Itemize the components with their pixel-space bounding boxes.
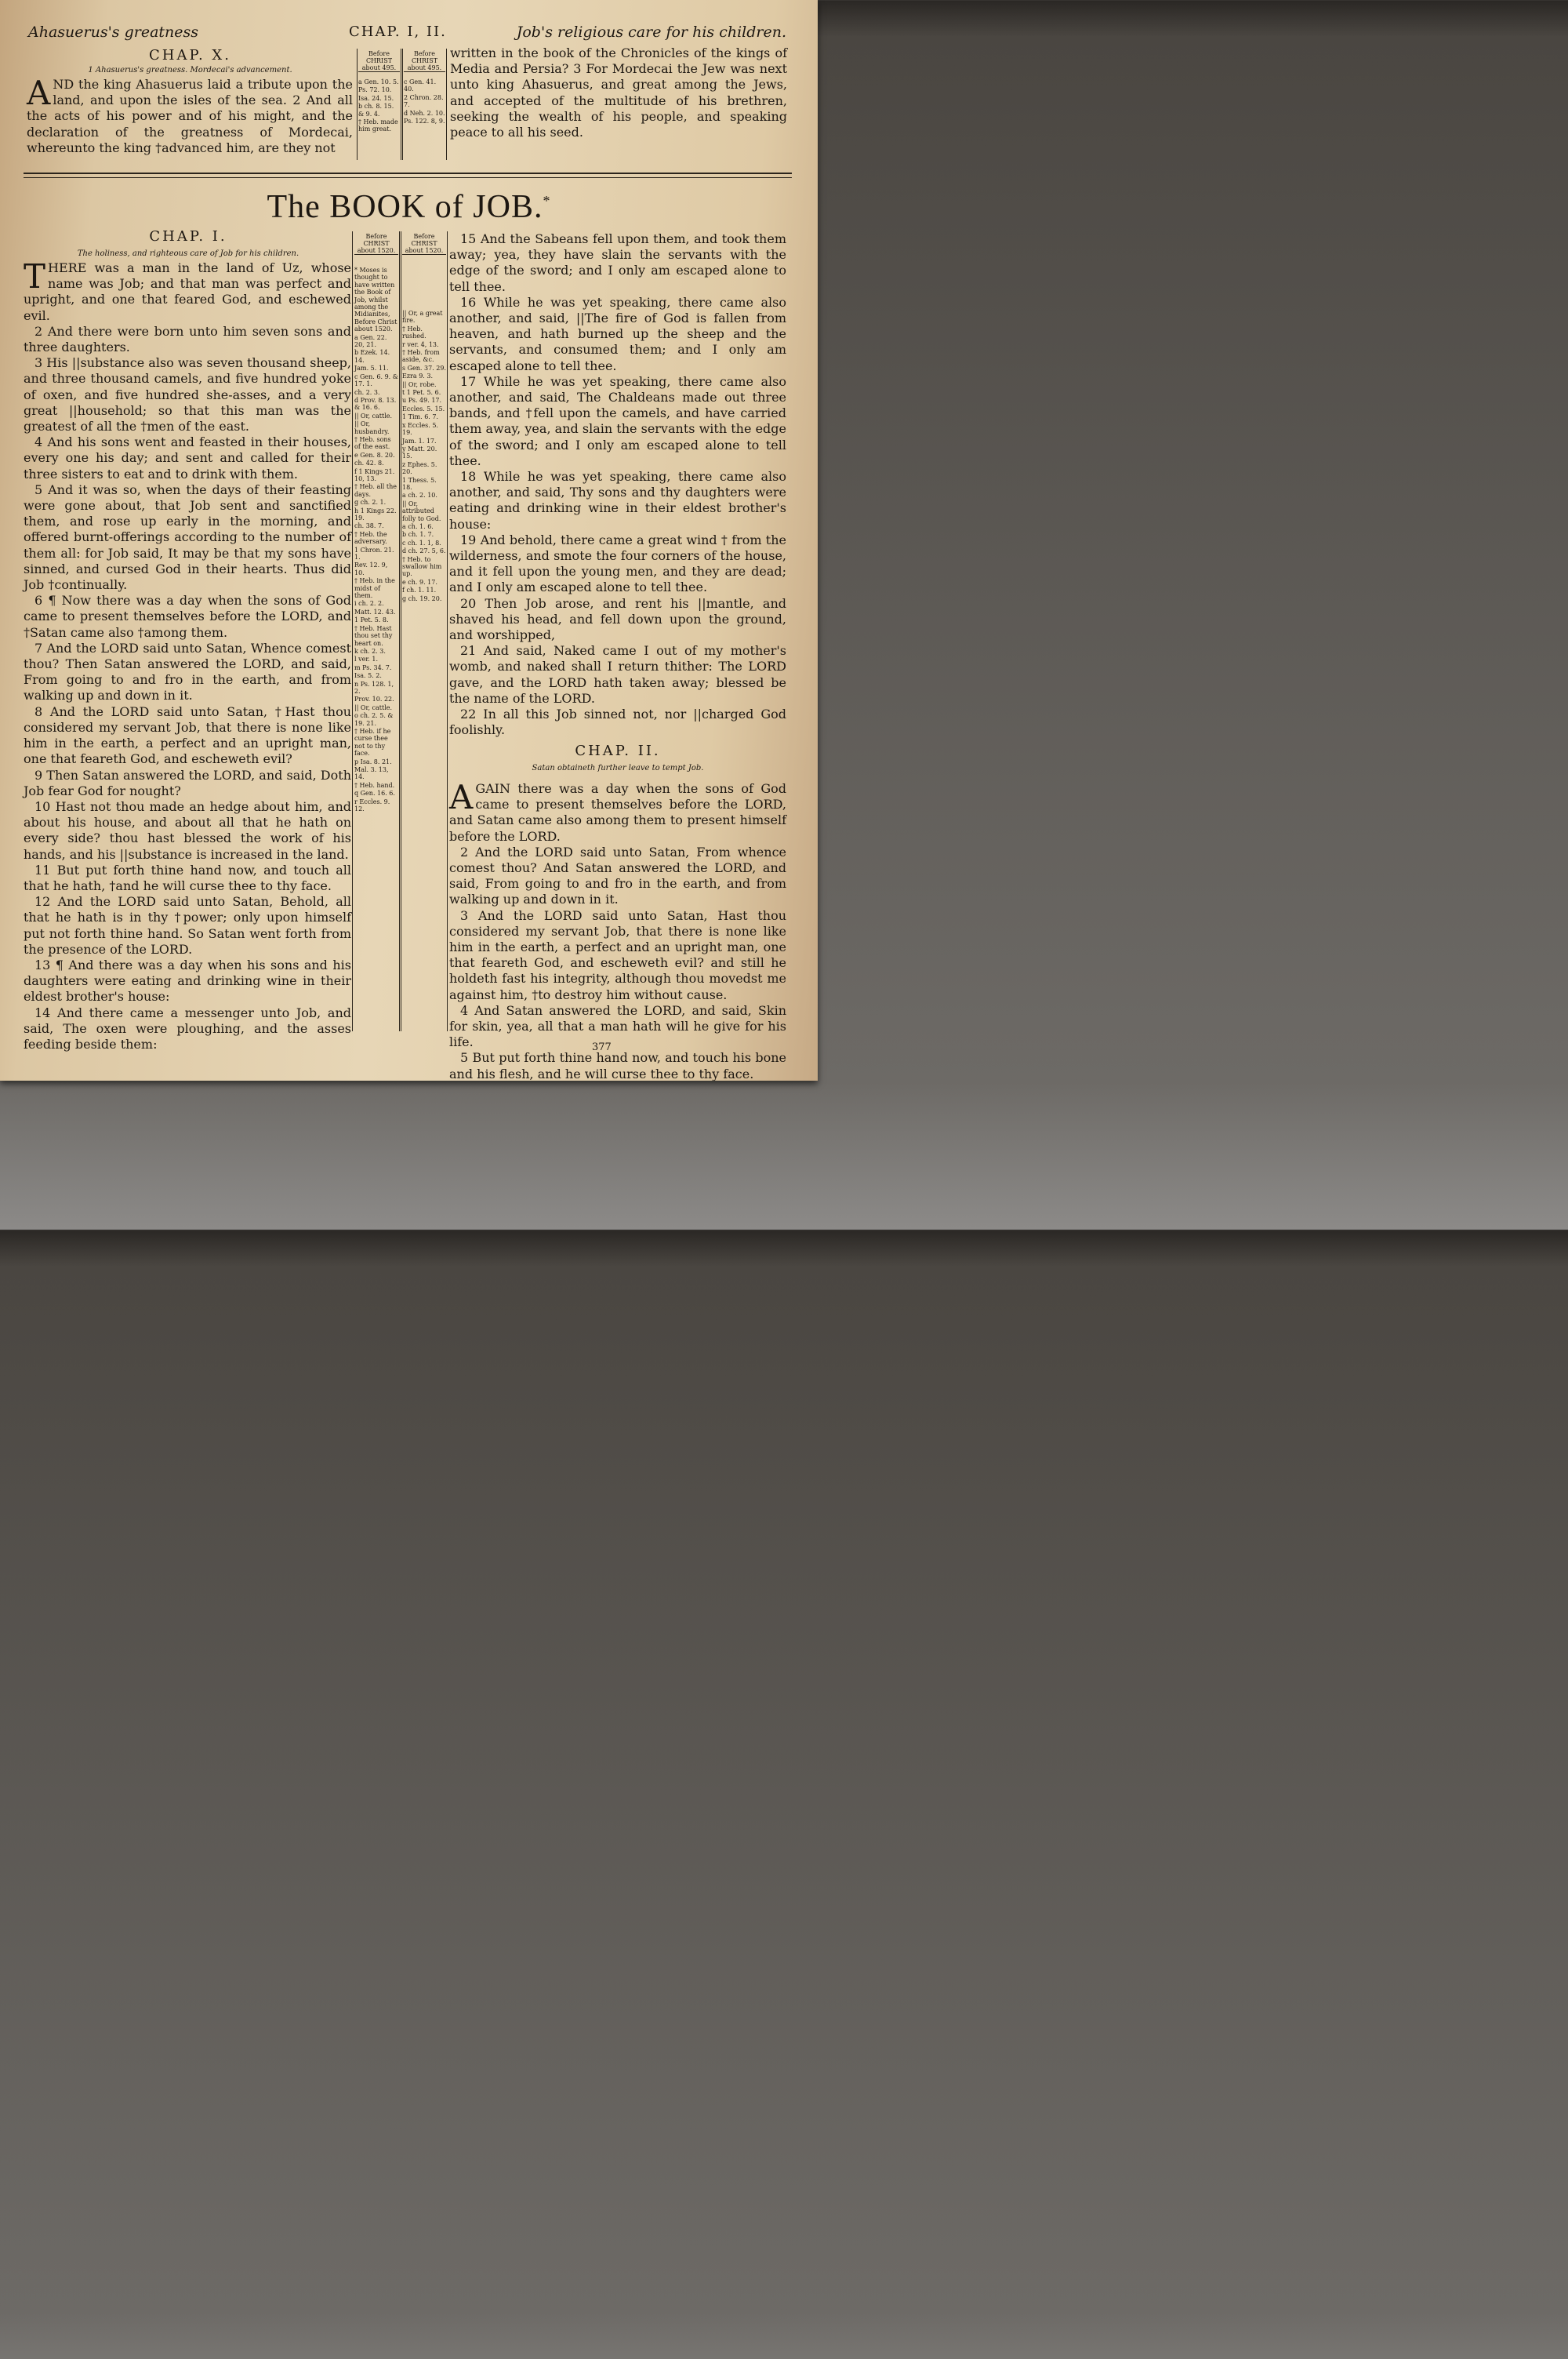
margin-note: 1 Thess. 5. 18. — [402, 476, 437, 491]
margin-note: 2 Chron. 28. 7. — [404, 93, 444, 109]
divider — [352, 231, 353, 1031]
job-chapter-2-summary: Satan obtaineth further leave to tempt Job. — [532, 763, 704, 772]
verse-text: 11 But put forth thine hand now, and touch all that he hath, †and he will curse thee to thy face. — [24, 862, 351, 893]
job-column-2 — [449, 231, 786, 1081]
margin-note: † Heb. rushed. — [402, 325, 426, 340]
divider — [402, 49, 403, 160]
verse-text: 15 And the Sabeans fell upon them, and took them away; yea, they have slain the servants with the edge of the sword; and I only am escaped alone to tell thee. — [449, 231, 786, 294]
margin-note: ch. 2. 3. — [354, 388, 380, 396]
esther-margin-notes-2 — [404, 78, 445, 125]
margin-note: r ver. 4, 13. — [402, 340, 439, 348]
job-chapter-2-heading: CHAP. II. — [575, 742, 661, 759]
verse — [24, 324, 351, 355]
esther-chapter-summary: 1 Ahasuerus's greatness. Mordecai's advancement. — [88, 66, 292, 75]
verse-text: 22 In all this Job sinned not, nor ||charged God foolishly. — [449, 707, 786, 738]
margin-note: n Ps. 128. 1, 2. — [354, 680, 394, 695]
dropcap: A — [449, 777, 474, 816]
verse-text: 8 And the LORD said unto Satan, †Hast thou considered my servant Job, that there is none like him in the earth, a perfect and an upright man, one that feareth God, and escheweth evil? — [24, 703, 351, 767]
margin-note: e Gen. 8. 20. — [354, 451, 395, 459]
verse-text: 5 And it was so, when the days of their feasting were gone about, that Job sent and sanctified them, and rose up early in the morning, and offered burnt-offerings according to the number of them all: for Job said, It may be that my sons have sinned, and cursed God in their hearts. Thus did Job †continually. — [24, 482, 351, 593]
esther-dropcap: A — [27, 74, 51, 112]
esther-margin-head-2: Before CHRIST about 495. — [404, 50, 445, 72]
section-rule — [24, 173, 792, 174]
verse — [449, 1003, 786, 1051]
margin-note: † Heb. Hast thou set thy heart on. — [354, 624, 393, 647]
margin-note: x Eccles. 5. 19. — [402, 421, 438, 437]
margin-note: c ch. 1. 1, 8. — [402, 539, 441, 547]
verse-text: 5 But put forth thine hand now, and touch his bone and his flesh, and he will curse thee to thy face. — [449, 1050, 786, 1081]
verse — [24, 593, 351, 641]
verse-text: 2 And the LORD said unto Satan, From whence comest thou? And Satan answered the LORD, and said, From going to and fro in the earth, and from walking up and down in it. — [449, 844, 786, 907]
margin-note: † Heb. sons of the east. — [354, 435, 391, 451]
bible-page — [0, 0, 818, 1081]
margin-note: Rev. 12. 9, 10. — [354, 562, 388, 576]
margin-note: r Eccles. 9. 12. — [354, 798, 390, 813]
verse-text: 4 And his sons went and feasted in their houses, every one his day; and sent and called for their three sisters to eat and to drink with them. — [24, 434, 351, 482]
margin-note: m Ps. 34. 7. — [354, 663, 392, 671]
verse — [24, 482, 351, 593]
margin-note: a ch. 1. 6. — [402, 522, 434, 530]
verse — [449, 1050, 786, 1081]
job-margin-head-1: Before CHRIST about 1520. — [354, 233, 398, 255]
verse-text: 20 Then Job arose, and rent his ||mantle, and shaved his head, and fell down upon the ground, and worshipped, — [449, 595, 786, 643]
margin-note: Jam. 5. 11. — [354, 365, 389, 373]
verse-text: 10 Hast not thou made an hedge about him, and about his house, and about all that he hath on every side? thou hast blessed the work of his hands, and his ||substance is increased in the land. — [24, 798, 351, 862]
margin-note: k ch. 2. 3. — [354, 647, 386, 655]
margin-note: a ch. 2. 10. — [402, 492, 437, 500]
verse — [24, 704, 351, 768]
verse — [449, 295, 786, 374]
job-margin-head-2: Before CHRIST about 1520. — [402, 233, 446, 255]
margin-note: d Neh. 2. 10. — [404, 109, 445, 117]
margin-note: a Gen. 22. 20, 21. — [354, 333, 387, 349]
verse — [449, 908, 786, 1003]
verse-text: 3 And the LORD said unto Satan, Hast thou considered my servant Job, that there is none like him in the earth, a perfect and an upright man, one that feareth God, and escheweth evil? and still he holdeth fast his integrity, although thou movedst me against him, †to destroy him without cause. — [449, 907, 786, 1002]
margin-note: || Or, robe. — [402, 380, 437, 388]
verse-text: HERE was a man in the land of Uz, whose name was Job; and that man was perfect and upright, and one that feared God, and eschewed evil. — [24, 260, 351, 323]
margin-note: || Or, cattle. — [354, 412, 393, 420]
verse — [449, 231, 786, 295]
margin-note: c Gen. 41. 40. — [404, 78, 437, 93]
esther-left-column — [27, 74, 353, 156]
book-title-mark: * — [543, 193, 551, 209]
verse — [449, 533, 786, 596]
margin-note: Ezra 9. 3. — [402, 373, 433, 380]
margin-note: || Or, attributed folly to God. — [402, 500, 441, 522]
job-chapter-1-summary: The holiness, and righteous care of Job for his children. — [77, 249, 299, 258]
verse-text: 21 And said, Naked came I out of my mother's womb, and naked shall I return thither: The LORD gave, and the LORD hath taken away; blessed be the name of the LORD. — [449, 643, 786, 706]
page-number: 377 — [592, 1041, 612, 1053]
verse-text: 14 And there came a messenger unto Job, and said, The oxen were ploughing, and the asses feeding beside them: — [24, 1005, 351, 1052]
margin-note: c Gen. 6. 9. & 17. 1. — [354, 373, 398, 388]
job-margin-notes-2 — [402, 310, 446, 603]
margin-note: * Moses is thought to have written the Book of Job, whilst among the Midianites, Before Christ about 1520. — [354, 267, 397, 333]
margin-note: i ch. 2. 2. — [354, 600, 384, 608]
margin-note: f ch. 1. 11. — [402, 587, 437, 594]
verse — [449, 777, 786, 845]
esther-margin-head-1: Before CHRIST about 495. — [358, 50, 400, 72]
margin-note: y Matt. 20. 15. — [402, 445, 437, 460]
margin-note: Eccles. 5. 15. — [402, 405, 445, 413]
book-title-text: The BOOK of JOB. — [267, 189, 543, 225]
margin-note: Jam. 1. 17. — [402, 437, 437, 445]
margin-note: 1 Tim. 6. 7. — [402, 413, 439, 421]
verse — [24, 768, 351, 799]
margin-note: || Or, husbandry. — [354, 420, 390, 435]
margin-note: h 1 Kings 22. 19. — [354, 507, 397, 522]
esther-right-column: written in the book of the Chronicles of the kings of Media and Persia? 3 For Mordecai the Jew was next unto king Ahasuerus, and great among the Jews, and accepted of the multitude of his brethren, seeking the wealth of his people, and speaking peace to all his seed. — [450, 45, 787, 140]
verse — [449, 643, 786, 707]
verse — [24, 641, 351, 704]
verse — [449, 845, 786, 908]
margin-note: || Or, a great fire. — [402, 310, 443, 325]
verse — [24, 355, 351, 434]
verse — [24, 799, 351, 863]
margin-note: d ch. 27. 5, 6. — [402, 547, 446, 555]
verse-text: 17 While he was yet speaking, there came also another, and said, The Chaldeans made out three bands, and †fell upon the camels, and have carried them away, yea, and slain the servants with the edge of the sword; and I only am escaped alone to tell thee. — [449, 373, 786, 468]
running-head-right: Job's religious care for his children. — [516, 24, 786, 41]
margin-note: † Heb. in the midst of them. — [354, 577, 395, 600]
margin-note: Matt. 12. 43. — [354, 608, 396, 616]
margin-note: † Heb. from aside, &c. — [402, 349, 440, 364]
verse-text: 13 ¶ And there was a day when his sons and his daughters were eating and drinking wine in their eldest brother's house: — [24, 957, 351, 1005]
verse — [24, 257, 351, 324]
verse — [24, 894, 351, 958]
verse-text: 18 While he was yet speaking, there came also another, and said, Thy sons and thy daughters were eating and drinking wine in their eldest brother's house: — [449, 469, 786, 532]
verse — [449, 469, 786, 533]
margin-note: u Ps. 49. 17. — [402, 397, 442, 405]
margin-note: ch. 42. 8. — [354, 460, 384, 467]
verse-text: 12 And the LORD said unto Satan, Behold, all that he hath is in thy †power; only upon himself put not forth thine hand. So Satan went forth from the presence of the LORD. — [24, 894, 351, 957]
verse-text: 9 Then Satan answered the LORD, and said, Doth Job fear God for nought? — [24, 767, 351, 798]
job-column-1 — [24, 257, 351, 1052]
margin-note: q Gen. 16. 6. — [354, 790, 395, 798]
margin-note: b ch. 8. 15. & 9. 4. — [358, 103, 394, 118]
margin-note: Isa. 24. 15. — [358, 94, 394, 102]
margin-note: † Heb. to swallow him up. — [402, 555, 442, 578]
esther-left-text: ND the king Ahasuerus laid a tribute upon the land, and upon the isles of the sea. 2 And all the acts of his power and of his might, and the declaration of the greatness of Mordecai, whereunto the king †advanced him, are they not — [27, 77, 353, 155]
margin-note: 1 Chron. 21. 1. — [354, 546, 394, 562]
margin-note: † Heb. hand. — [354, 781, 395, 789]
margin-note: Isa. 5. 2. — [354, 672, 382, 680]
margin-note: b ch. 1. 7. — [402, 531, 434, 539]
verse-text: 2 And there were born unto him seven sons and three daughters. — [24, 323, 351, 355]
margin-note: d Prov. 8. 13. & 16. 6. — [354, 396, 397, 412]
job-column-2-chapter-2 — [449, 777, 786, 1081]
verse-text: 7 And the LORD said unto Satan, Whence comest thou? Then Satan answered the LORD, and said, From going to and fro in the earth, and from walking up and down in it. — [24, 640, 351, 703]
divider — [357, 49, 358, 160]
margin-note: † Heb. all the days. — [354, 483, 397, 498]
divider — [447, 231, 448, 1031]
esther-chapter-heading: CHAP. X. — [149, 47, 231, 64]
margin-note: z Ephes. 5. 20. — [402, 460, 437, 476]
margin-note: e ch. 9. 17. — [402, 578, 437, 586]
verse — [449, 596, 786, 644]
verse-text: 16 While he was yet speaking, there came also another, and said, ||The fire of God is fallen from heaven, and hath burned up the sheep and the servants, and consumed them; and I only am escaped alone to tell thee. — [449, 294, 786, 373]
divider — [446, 49, 447, 160]
margin-note: Ps. 122. 8, 9. — [404, 118, 445, 125]
verse — [24, 1005, 351, 1053]
esther-margin-notes-1 — [358, 78, 400, 134]
verse-text: 19 And behold, there came a great wind † from the wilderness, and smote the four corners of the house, and it fell upon the young men, and they are dead; and I only am escaped alone to tell thee. — [449, 532, 786, 595]
job-column-2-chapter-1 — [449, 231, 786, 739]
running-head-left: Ahasuerus's greatness — [28, 24, 199, 41]
margin-note: f 1 Kings 21. 10, 13. — [354, 467, 395, 482]
margin-note: 1 Pet. 5. 8. — [354, 616, 389, 624]
margin-note: Prov. 10. 22. — [354, 696, 394, 703]
margin-note: † Heb. if he curse thee not to thy face. — [354, 727, 391, 758]
verse — [24, 958, 351, 1005]
margin-note: t 1 Pet. 5. 6. — [402, 389, 441, 397]
verse — [449, 707, 786, 738]
verse — [24, 863, 351, 894]
margin-note: || Or, cattle. — [354, 703, 393, 711]
margin-note: † Heb. the adversary. — [354, 530, 387, 546]
section-rule — [24, 177, 792, 178]
margin-note: † Heb. made him great. — [358, 118, 398, 133]
margin-note: g ch. 2. 1. — [354, 499, 387, 507]
margin-note: Ps. 72. 10. — [358, 86, 392, 94]
job-chapter-1-heading: CHAP. I. — [149, 228, 227, 245]
verse-text: 3 His ||substance also was seven thousand sheep, and three thousand camels, and five hundred yoke of oxen, and five hundred she-asses, and a very great ||household; so that this man was the greatest of all the †men of the east. — [24, 355, 351, 434]
book-title — [0, 188, 818, 226]
margin-note: l ver. 1. — [354, 656, 379, 663]
verse — [449, 374, 786, 469]
margin-note: ch. 38. 7. — [354, 522, 384, 530]
verse-text: GAIN there was a day when the sons of God came to present themselves before the LORD, and Satan came also among them to present himself before the LORD. — [449, 780, 786, 844]
margin-note: p Isa. 8. 21. — [354, 758, 392, 765]
margin-note: s Gen. 37. 29. — [402, 364, 446, 372]
margin-note: Mal. 3. 13, 14. — [354, 766, 389, 781]
divider — [399, 231, 400, 1031]
verse — [24, 434, 351, 482]
margin-note: g ch. 19. 20. — [402, 594, 442, 602]
running-head-center: CHAP. I, II. — [349, 24, 447, 40]
margin-note: b Ezek. 14. 14. — [354, 349, 390, 364]
verse-text: 4 And Satan answered the LORD, and said, Skin for skin, yea, all that a man hath will he give for his life. — [449, 1002, 786, 1050]
margin-note: a Gen. 10. 5. — [358, 78, 399, 85]
margin-note: o ch. 2. 5. & 19. 21. — [354, 712, 394, 727]
dropcap: T — [24, 257, 46, 296]
verse-text: 6 ¶ Now there was a day when the sons of God came to present themselves before the LORD, and †Satan came also †among them. — [24, 593, 351, 640]
job-margin-notes-1 — [354, 267, 398, 813]
